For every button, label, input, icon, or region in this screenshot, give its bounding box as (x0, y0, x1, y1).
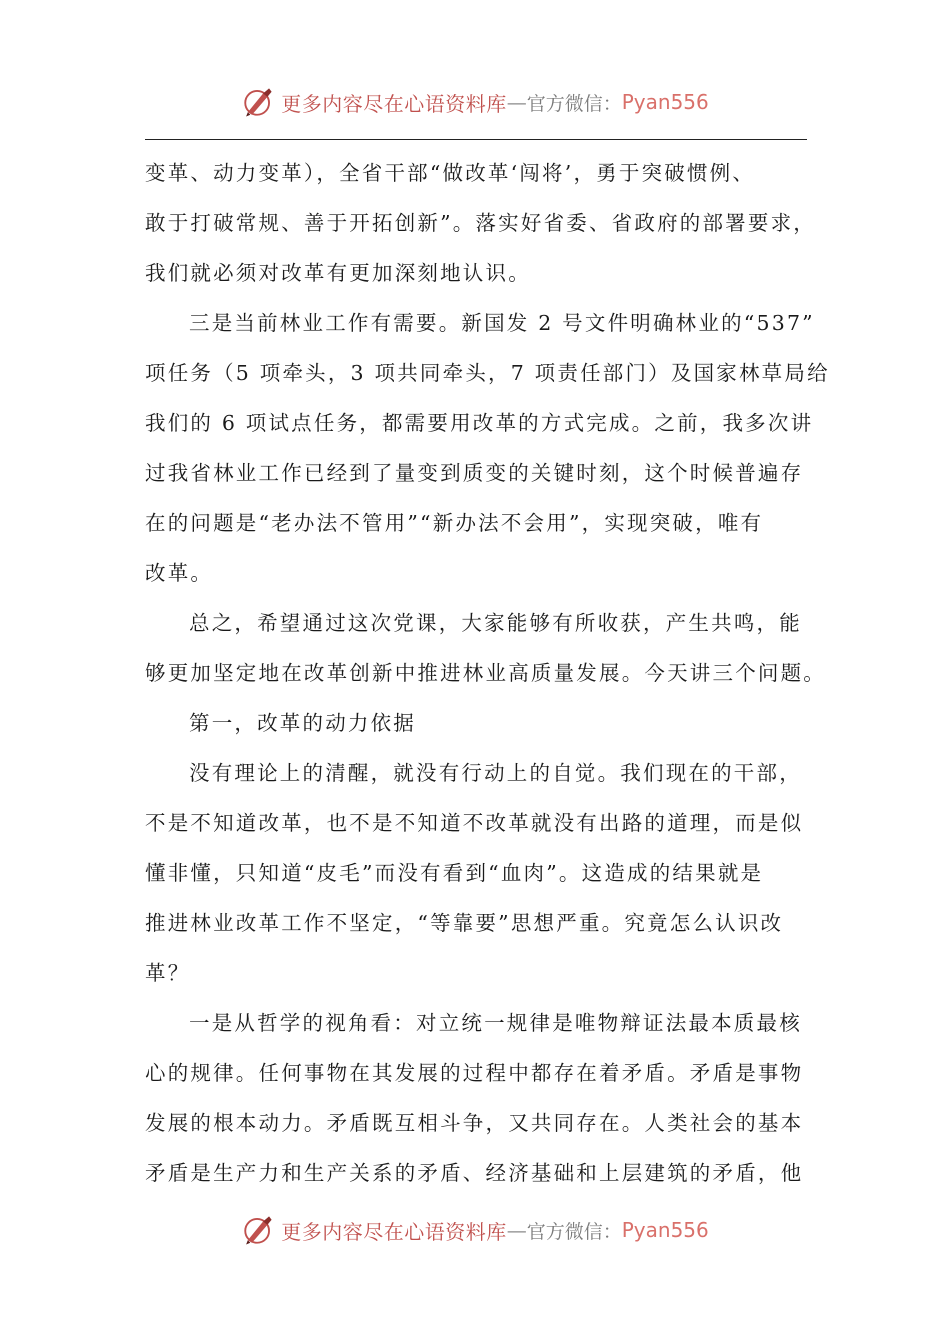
text-line: 我们的 6 项试点任务，都需要用改革的方式完成。之前，我多次讲 (145, 411, 814, 435)
site-name-text: 更多内容尽在心语资料库 (281, 1219, 507, 1244)
text-line: 心的规律。任何事物在其发展的过程中都存在着矛盾。矛盾是事物 (145, 1061, 804, 1085)
text-line: 第一，改革的动力依据 (189, 711, 416, 735)
text-line: 项任务（5 项牵头，3 项共同牵头，7 项责任部门）及国家林草局给 (145, 361, 830, 385)
wechat-label: 官方微信： (526, 1220, 622, 1243)
wechat-id: Pyan556 (621, 1218, 709, 1242)
pen-logo-icon (241, 85, 275, 119)
header-divider (145, 139, 807, 140)
page-footer-banner (145, 1210, 805, 1250)
text-line: 矛盾是生产力和生产关系的矛盾、经济基础和上层建筑的矛盾，他 (145, 1161, 804, 1185)
text-line: 过我省林业工作已经到了量变到质变的关键时刻，这个时候普遍存 (145, 461, 804, 485)
wechat-label: 官方微信： (526, 92, 622, 115)
pen-logo-icon (241, 1213, 275, 1247)
text-line: 够更加坚定地在改革创新中推进林业高质量发展。今天讲三个问题。 (145, 661, 826, 685)
document-body (145, 148, 830, 1198)
banner-dash: — (506, 90, 527, 114)
text-line: 三是当前林业工作有需要。新国发 2 号文件明确林业的“537” (189, 311, 815, 335)
page-header-banner (145, 82, 805, 122)
text-line: 在的问题是“老办法不管用”“新办法不会用”，实现突破，唯有 (145, 511, 764, 535)
text-line: 革？ (145, 961, 191, 985)
text-line: 推进林业改革工作不坚定，“等靠要”思想严重。究竟怎么认识改 (145, 911, 784, 935)
text-line: 发展的根本动力。矛盾既互相斗争，又共同存在。人类社会的基本 (145, 1111, 804, 1135)
text-line: 懂非懂，只知道“皮毛”而没有看到“血肉”。这造成的结果就是 (145, 861, 764, 885)
text-line: 不是不知道改革，也不是不知道不改革就没有出路的道理，而是似 (145, 811, 804, 835)
banner-dash: — (506, 1218, 527, 1242)
text-line: 改革。 (145, 561, 214, 585)
text-line: 总之，希望通过这次党课，大家能够有所收获，产生共鸣，能 (189, 611, 802, 635)
text-line: 变革、动力变革），全省干部“做改革‘闯将’，勇于突破惯例、 (145, 161, 756, 185)
text-line: 我们就必须对改革有更加深刻地认识。 (145, 261, 531, 285)
text-line: 敢于打破常规、善于开拓创新”。落实好省委、省政府的部署要求， (145, 211, 816, 235)
wechat-id: Pyan556 (621, 90, 709, 114)
site-name-text: 更多内容尽在心语资料库 (281, 91, 507, 116)
text-line: 没有理论上的清醒，就没有行动上的自觉。我们现在的干部， (189, 761, 802, 785)
text-line: 一是从哲学的视角看：对立统一规律是唯物辩证法最本质最核 (189, 1011, 802, 1035)
